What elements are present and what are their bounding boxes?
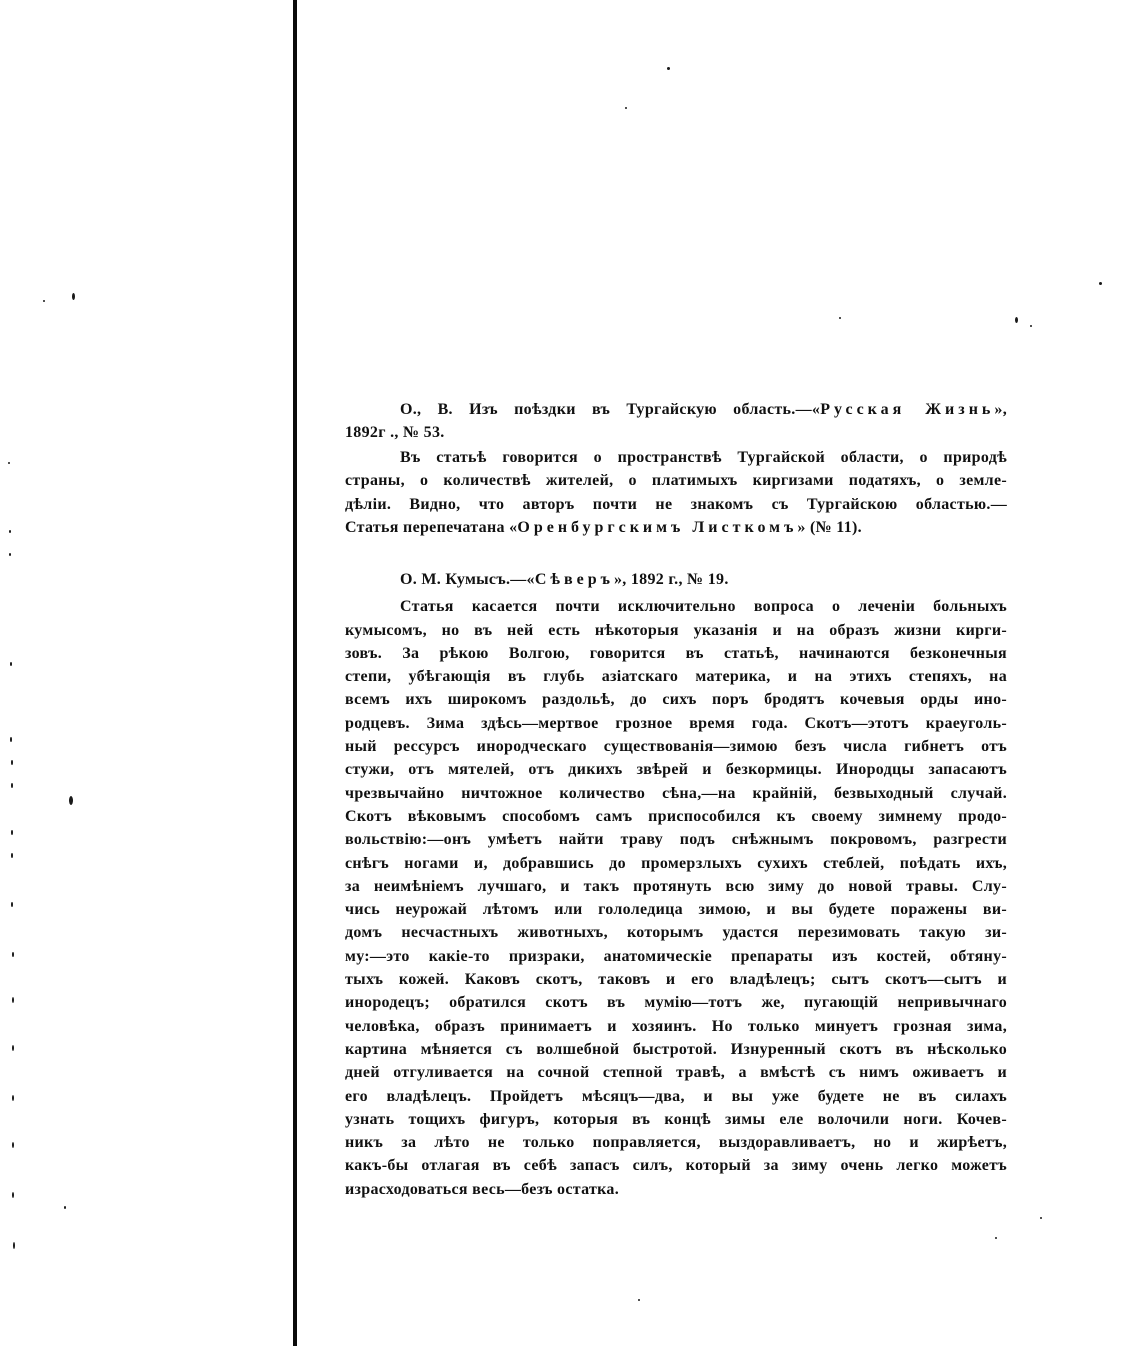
- scan-speck: [11, 760, 13, 765]
- scan-speck: [638, 1299, 640, 1301]
- text-line: [345, 516, 1007, 539]
- scan-speck: [625, 107, 627, 109]
- journal-title: Русская Жизнь: [820, 401, 995, 418]
- text-line: Скотъ вѣковымъ способомъ самъ приспособился къ своему зимнему продо-: [345, 807, 1007, 825]
- scan-speck: [72, 293, 75, 300]
- heading-text: », 1892 г., № 19.: [613, 571, 729, 588]
- text-line: ный рессурсъ инородческаго существованія—зимою безъ числа гибнетъ отъ: [345, 738, 1007, 756]
- text-line: Въ статьѣ говорится о пространствѣ Тургайской области, о природѣ: [400, 449, 1007, 467]
- scan-speck: [43, 300, 45, 302]
- text-line: израсходоваться весь—безъ остатка.: [345, 1180, 620, 1198]
- scan-speck: [667, 67, 670, 70]
- text-line: страны, о количествѣ жителей, о платимыхъ киргизами податяхъ, о земле-: [345, 472, 1007, 490]
- text-line: инородецъ; обратился скотъ въ мумію—тотъ же, пугающій непривычнаго: [345, 994, 1007, 1012]
- scan-speck: [11, 783, 13, 788]
- text-line: дней отгуливается на сочной степной травѣ, а вмѣстѣ съ нимъ оживаетъ и: [345, 1064, 1007, 1082]
- text-line: человѣка, образъ принимаетъ и хозяинъ. Но только минуетъ грозная зима,: [345, 1017, 1007, 1035]
- text-line: всемъ ихъ широкомъ раздольѣ, до сихъ поръ бродятъ кочевыя орды ино-: [345, 691, 1007, 709]
- entry-heading: [345, 568, 1007, 591]
- text-line: картина мѣняется съ волшебной быстротой. Изнуренный скотъ въ нѣсколько: [345, 1040, 1007, 1058]
- scan-speck: [9, 553, 11, 556]
- text-line: никъ за лѣто не только поправляется, выздоравливаетъ, но и жирѣетъ,: [345, 1134, 1007, 1152]
- scan-speck: [13, 1242, 15, 1249]
- text-line: тыхъ кожей. Каковъ скотъ, таковъ и его владѣлецъ; сытъ скотъ—сытъ и: [345, 971, 1007, 989]
- scan-speck: [12, 1142, 14, 1148]
- scan-speck: [12, 1045, 14, 1051]
- scan-speck: [1015, 317, 1018, 323]
- scan-speck: [12, 1192, 14, 1198]
- scan-speck: [1030, 325, 1032, 327]
- text-line: чрезвычайно ничтожное количество сѣна,—на крайній, безвыходный случай.: [345, 784, 1007, 802]
- heading-text: »,: [994, 401, 1007, 418]
- scan-speck: [10, 662, 12, 666]
- bibliography-entry: [345, 398, 1007, 539]
- scan-speck: [11, 830, 13, 835]
- text-line: за неимѣніемъ лучшаго, и такъ протянуть всю зиму до новой травы. Слу-: [345, 877, 1007, 895]
- scan-speck: [839, 317, 841, 319]
- scan-speck: [9, 530, 11, 533]
- text-line: зовъ. За рѣкою Волгою, говорится въ статьѣ, начинаются безконечныя: [345, 644, 1007, 662]
- scan-speck: [12, 952, 14, 957]
- heading-line: [345, 398, 1007, 421]
- entry-abstract: [345, 446, 1007, 539]
- text-line: домъ несчастныхъ животныхъ, которымъ удастся перезимовать такую зи-: [345, 924, 1007, 942]
- text-line: его владѣлецъ. Пройдетъ мѣсяцъ—два, и вы уже будете не въ силахъ: [345, 1087, 1007, 1105]
- bibliography-entry: [345, 568, 1007, 1201]
- text-line: снѣгъ ногами и, добравшись до промерзлыхъ сухихъ стеблей, поѣдать ихъ,: [345, 854, 1007, 872]
- scan-speck: [11, 853, 13, 858]
- entry-abstract: [345, 595, 1007, 1201]
- text-line: какъ-бы отлагая въ себѣ запасъ силъ, который за зиму очень легко можетъ: [345, 1157, 1007, 1175]
- journal-title: Оренбургскимъ Листкомъ: [517, 518, 798, 536]
- text-line: кумысомъ, но въ ней есть нѣкоторыя указанія и на образъ жизни кирги-: [345, 621, 1007, 639]
- text-line: чись неурожай лѣтомъ или гололедица зимою, и вы будете поражены ви-: [345, 901, 1007, 919]
- text-line: вольствію:—онъ умѣетъ найти траву подъ снѣжнымъ покровомъ, разгрести: [345, 831, 1007, 849]
- entry-heading: [345, 398, 1007, 445]
- journal-title: Сѣверъ: [534, 571, 614, 588]
- heading-text: О., В. Изъ поѣздки въ Тургайскую область.—«: [400, 401, 821, 418]
- text-line: му:—это какіе-то призраки, анатомическіе препараты изъ костей, обтяну-: [345, 947, 1007, 965]
- heading-line: [345, 568, 1007, 591]
- text-segment: Статья перепечатана «: [345, 518, 518, 536]
- scan-speck: [10, 737, 12, 742]
- text-line: дѣліи. Видно, что авторъ почти не знакомъ съ Тургайскою областью.—: [345, 495, 1007, 513]
- text-line: степи, убѣгающія въ глубь азіатскаго материка, и на этихъ степяхъ, на: [345, 668, 1007, 686]
- text-segment: » (№ 11).: [797, 518, 862, 536]
- scan-speck: [995, 1237, 997, 1239]
- heading-text: О. М. Кумысъ.—«: [400, 571, 535, 588]
- scan-speck: [8, 462, 10, 464]
- text-line: Статья касается почти исключительно вопроса о леченіи больныхъ: [400, 598, 1007, 616]
- heading-line: 1892г ., № 53.: [345, 424, 445, 442]
- scan-speck: [12, 1095, 14, 1101]
- text-line: узнать тощихъ фигуръ, которыя въ концѣ зимы еле волочили ноги. Кочев-: [345, 1110, 1007, 1128]
- scan-speck: [1099, 282, 1102, 285]
- scan-speck: [1040, 1217, 1042, 1219]
- text-line: стужи, отъ мятелей, отъ дикихъ звѣрей и безкормицы. Инородцы запасаютъ: [345, 761, 1007, 779]
- scan-speck: [12, 997, 14, 1003]
- page-binding-rule: [293, 0, 297, 1346]
- text-line: родцевъ. Зима здѣсь—мертвое грозное время года. Скотъ—этотъ краеуголь-: [345, 714, 1007, 732]
- scan-speck: [69, 796, 73, 805]
- scan-speck: [11, 902, 13, 907]
- scan-speck: [64, 1206, 66, 1209]
